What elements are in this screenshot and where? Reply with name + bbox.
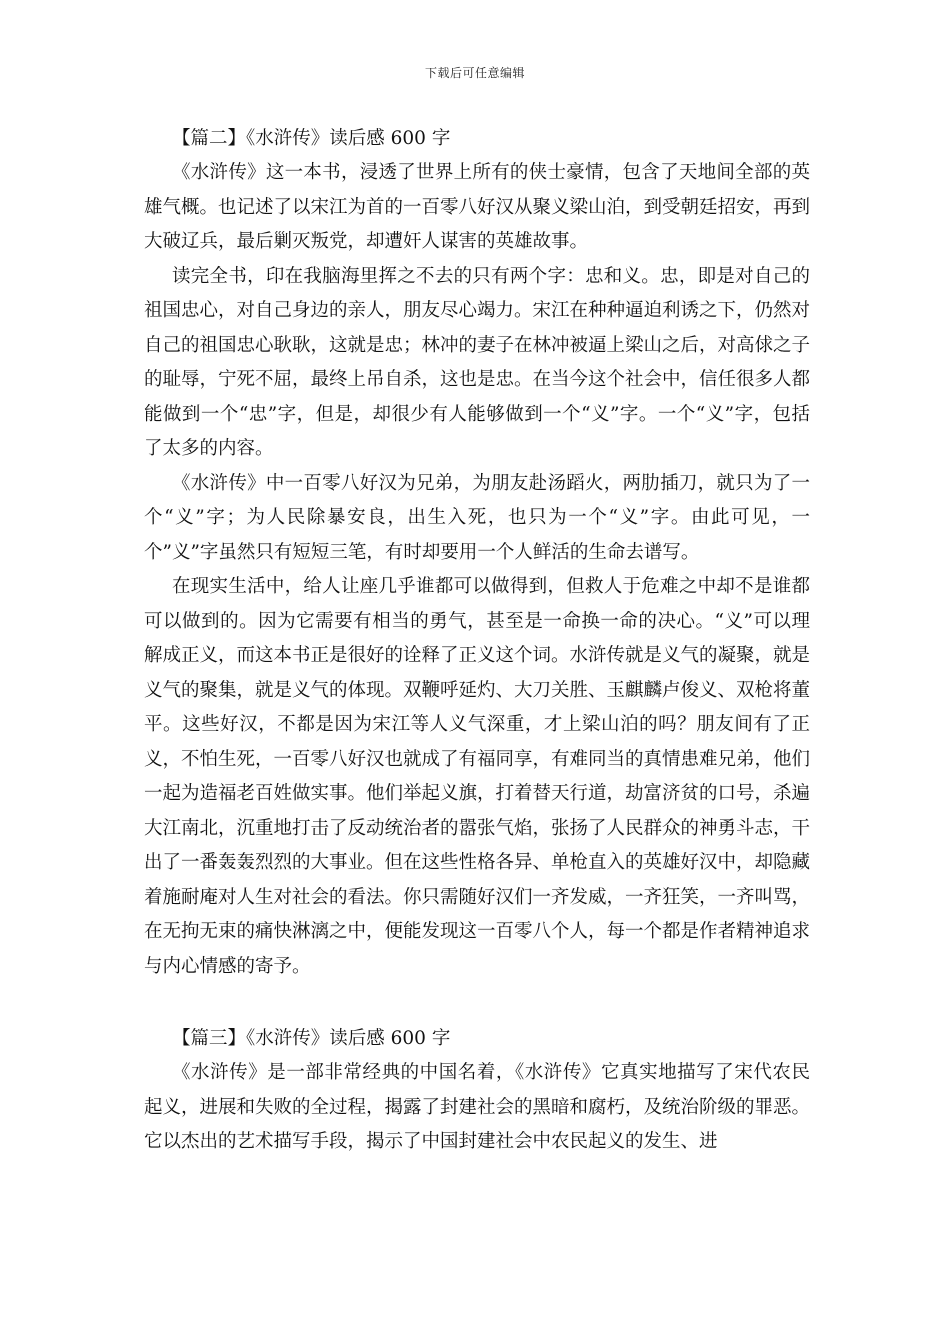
document-body [144,122,810,1160]
section3-heading: 【篇三】《水浒传》读后感 600 字 [172,1028,451,1049]
section2-paragraph-4: 在现实生活中，给人让座几乎谁都可以做得到，但救人于危难之中却不是谁都可以做到的。因为它需要有相当的勇气，甚至是一命换一命的决心。“义”可以理解成正义，而这本书正是很好的诠释了正义这个词。水浒传就是义气的凝聚，就是义气的聚集，就是义气的体现。双鞭呼延灼、大刀关胜、玉麒麟卢俊义、双枪将董平。这些好汉，不都是因为宋江等人义气深重，才上梁山泊的吗？朋友间有了正义，不怕生死，一百零八好汉也就成了有福同享，有难同当的真情患难兄弟，他们一起为造福老百姓做实事。他们举起义旗，打着替天行道，劫富济贫的口号，杀遍大江南北，沉重地打击了反动统治者的嚣张气焰，张扬了人民群众的神勇斗志，干出了一番轰轰烈烈的大事业。但在这些性格各异、单枪直入的英雄好汉中，却隐藏着施耐庵对人生对社会的看法。你只需随好汉们一齐发威，一齐狂笑，一齐叫骂，在无拘无束的痛快淋漓之中，便能发现这一百零八个人，每一个都是作者精神追求与内心情感的寄予。 [144,576,811,977]
section3-paragraph-1: 《水浒传》是一部非常经典的中国名着，《水浒传》它真实地描写了宋代农民起义，进展和失败的全过程，揭露了封建社会的黑暗和腐朽，及统治阶级的罪恶。它以杰出的艺术描写手段，揭示了中国封建社会中农民起义的发生、进 [144,1062,811,1152]
section-gap [144,984,810,1022]
section2-paragraph-1: 《水浒传》这一本书，浸透了世界上所有的侠士豪情，包含了天地间全部的英雄气概。也记述了以宋江为首的一百零八好汉从聚义梁山泊，到受朝廷招安，再到大破辽兵，最后剿灭叛党，却遭奸人谋害的英雄故事。 [144,162,811,252]
section2-heading: 【篇二】《水浒传》读后感 600 字 [172,128,451,149]
section2-paragraph-2: 读完全书，印在我脑海里挥之不去的只有两个字：忠和义。忠，即是对自己的祖国忠心，对自己身边的亲人，朋友尽心竭力。宋江在种种逼迫利诱之下，仍然对自己的祖国忠心耿耿，这就是忠；林冲的妻子在林冲被逼上梁山之后，对高俅之子的耻辱，宁死不屈，最终上吊自杀，这也是忠。在当今这个社会中，信任很多人都能做到一个“忠”字，但是，却很少有人能够做到一个“义”字。一个“义”字，包括了太多的内容。 [144,265,811,459]
page-header: 下载后可任意编辑 [424,66,525,80]
section2-paragraph-3: 《水浒传》中一百零八好汉为兄弟，为朋友赴汤蹈火，两肋插刀，就只为了一个“义”字；为人民除暴安良，出生入死，也只为一个“义”字。由此可见，一个”义”字虽然只有短短三笔，有时却要用一个人鲜活的生命去谱写。 [144,472,810,563]
